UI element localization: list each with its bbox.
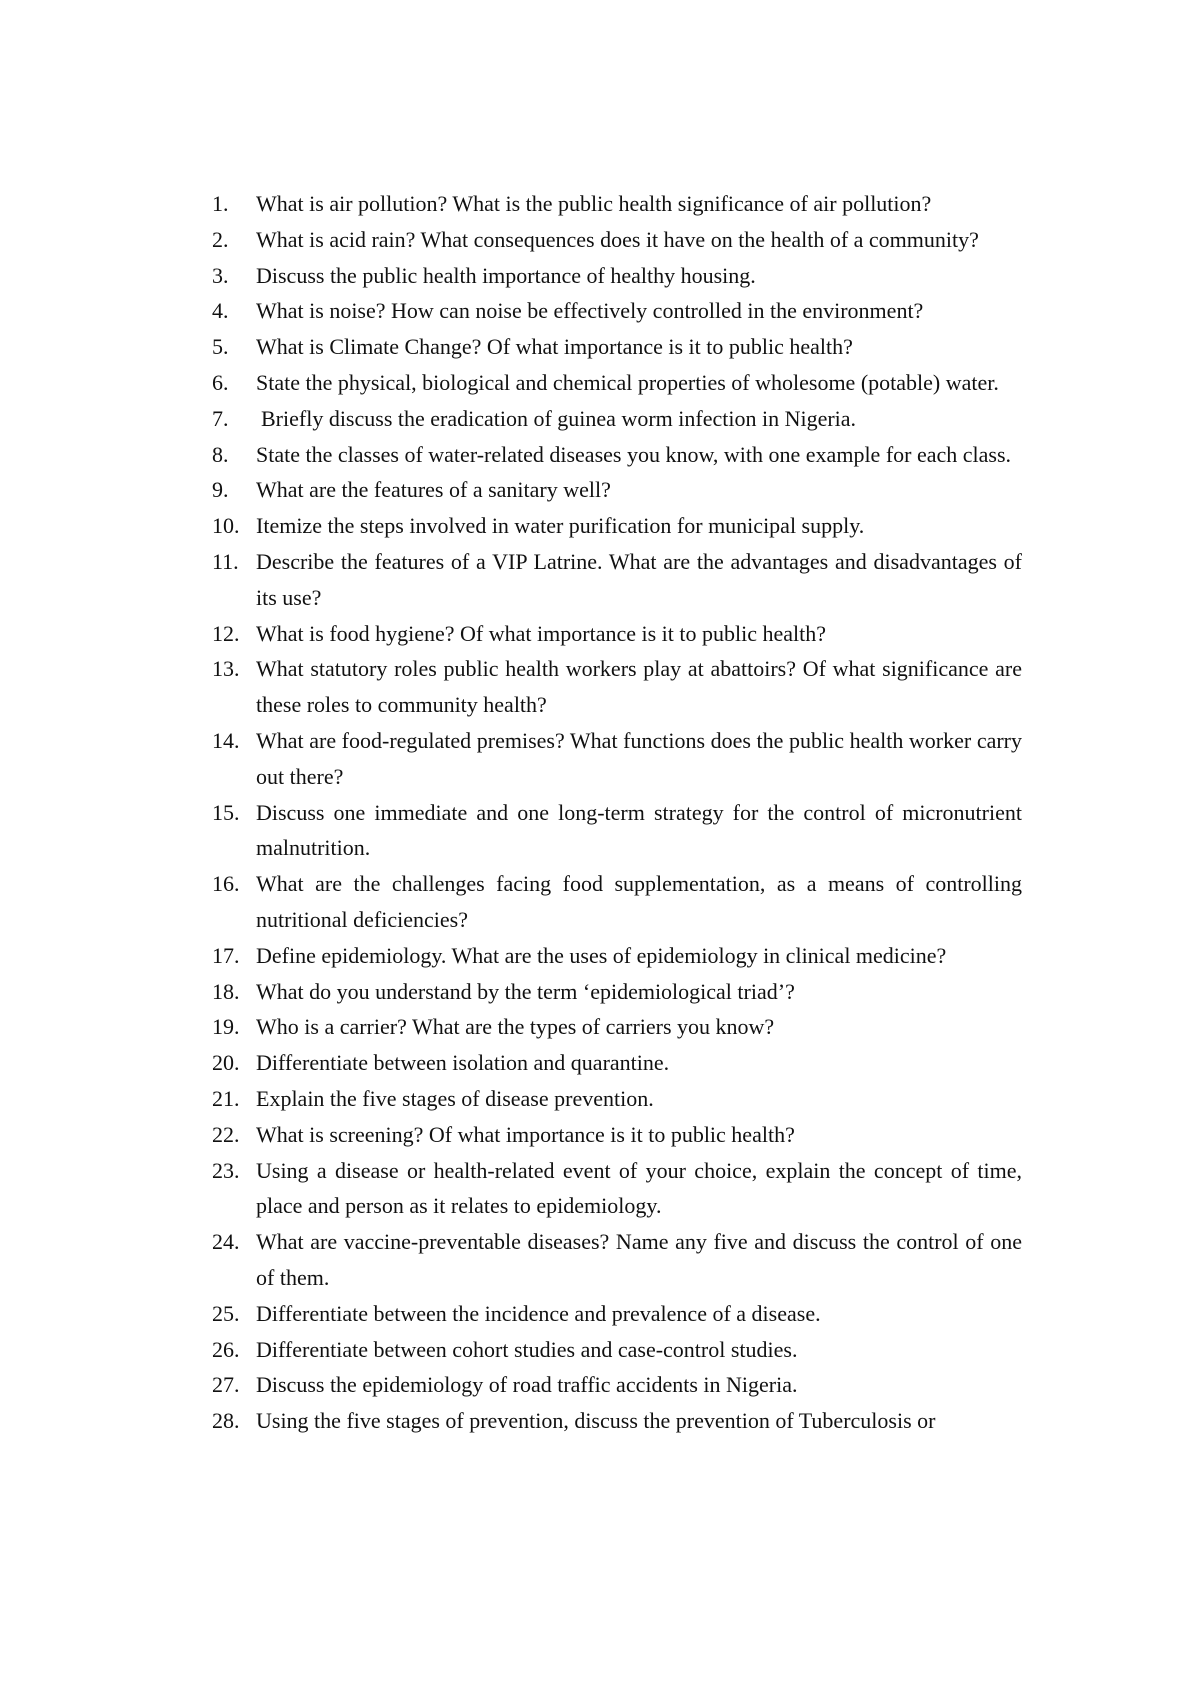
question-text: What is air pollution? What is the public health significance of air pollution? [256,191,932,216]
question-number: 28. [212,1408,240,1434]
question-number: 24. [212,1229,240,1255]
question-item-27 [212,1367,1022,1403]
question-number: 12. [212,620,240,646]
question-number: 10. [212,513,240,539]
question-number: 16. [212,871,240,897]
question-number: 7. [212,405,229,431]
question-item-25 [212,1296,1022,1332]
question-text: What is screening? Of what importance is it to public health? [256,1121,795,1147]
question-number: 6. [212,369,229,395]
question-number: 25. [212,1300,240,1326]
question-number: 21. [212,1085,240,1111]
question-number: 14. [212,727,240,753]
question-text: Briefly discuss the eradication of guinea worm infection in Nigeria. [261,405,857,431]
question-item-9 [212,472,1022,508]
question-number: 5. [212,334,229,360]
question-item-3 [212,258,1022,294]
question-number: 22. [212,1121,240,1147]
question-item-23 [212,1153,1022,1225]
question-text: Describe the features of a VIP Latrine. What are the advantages and disadvantages of its use? [256,548,1022,610]
question-item-24 [212,1224,1022,1296]
question-number: 17. [212,942,240,968]
question-text: Using the five stages of prevention, discuss the prevention of Tuberculosis or [256,1408,936,1434]
question-item-6 [212,365,1022,401]
question-item-14 [212,723,1022,795]
question-text: What is Climate Change? Of what importance is it to public health? [256,334,853,360]
question-number: 2. [212,226,229,252]
question-text: What are vaccine-preventable diseases? Name any five and discuss the control of one of them. [256,1229,1022,1290]
question-item-15 [212,795,1022,867]
question-number: 23. [212,1157,240,1183]
question-number: 20. [212,1050,240,1076]
question-item-18 [212,974,1022,1010]
question-number: 8. [212,441,229,467]
question-text: Explain the five stages of disease prevention. [256,1085,654,1111]
question-text: What are the challenges facing food supplementation, as a means of controlling nutritional deficiencies? [256,871,1022,932]
question-number: 27. [212,1372,240,1398]
question-text: Differentiate between isolation and quarantine. [256,1050,670,1076]
question-text: What is acid rain? What consequences does it have on the health of a community? [256,226,979,252]
question-item-8 [212,437,1022,473]
question-text: Discuss one immediate and one long-term strategy for the control of micronutrient malnutrition. [256,799,1022,861]
question-text: Who is a carrier? What are the types of carriers you know? [256,1014,775,1040]
question-item-17 [212,938,1022,974]
question-number: 26. [212,1336,240,1362]
question-item-19 [212,1009,1022,1045]
question-item-13 [212,651,1022,723]
question-text: What is noise? How can noise be effectively controlled in the environment? [256,298,924,324]
question-item-7 [212,401,1022,437]
question-number: 9. [212,477,229,503]
question-number: 3. [212,262,229,288]
question-text: Differentiate between cohort studies and case-control studies. [256,1336,798,1362]
question-item-1 [212,186,1022,222]
question-text: Define epidemiology. What are the uses of epidemiology in clinical medicine? [256,942,947,968]
question-item-2 [212,222,1022,258]
question-list [212,186,1022,1439]
question-text: What do you understand by the term ‘epidemiological triad’? [256,978,795,1004]
question-text: Using a disease or health-related event of your choice, explain the concept of time, place and person as it relates to epidemiology. [256,1157,1022,1219]
question-text: What statutory roles public health workers play at abattoirs? Of what significance are these roles to community health? [256,656,1022,718]
question-item-28 [212,1403,1022,1439]
question-text: Differentiate between the incidence and prevalence of a disease. [256,1300,821,1326]
question-text: State the physical, biological and chemical properties of wholesome (potable) water. [256,369,999,395]
question-item-12 [212,616,1022,652]
question-item-4 [212,293,1022,329]
question-item-16 [212,866,1022,938]
question-text: What is food hygiene? Of what importance is it to public health? [256,620,827,646]
question-number: 1. [212,191,229,216]
question-number: 13. [212,656,240,682]
question-number: 4. [212,298,229,324]
question-item-11 [212,544,1022,616]
question-item-22 [212,1117,1022,1153]
question-item-20 [212,1045,1022,1081]
question-item-10 [212,508,1022,544]
question-number: 15. [212,799,240,825]
question-text: Discuss the public health importance of healthy housing. [256,262,756,288]
question-item-21 [212,1081,1022,1117]
question-text: Discuss the epidemiology of road traffic accidents in Nigeria. [256,1372,798,1398]
question-text: State the classes of water-related diseases you know, with one example for each class. [256,441,1012,467]
question-text: What are the features of a sanitary well? [256,477,611,503]
question-item-5 [212,329,1022,365]
question-number: 11. [212,548,239,574]
question-text: Itemize the steps involved in water purification for municipal supply. [256,513,865,539]
question-item-26 [212,1332,1022,1368]
question-number: 18. [212,978,240,1004]
question-text: What are food-regulated premises? What functions does the public health worker carry out there? [256,727,1022,789]
question-number: 19. [212,1014,240,1040]
